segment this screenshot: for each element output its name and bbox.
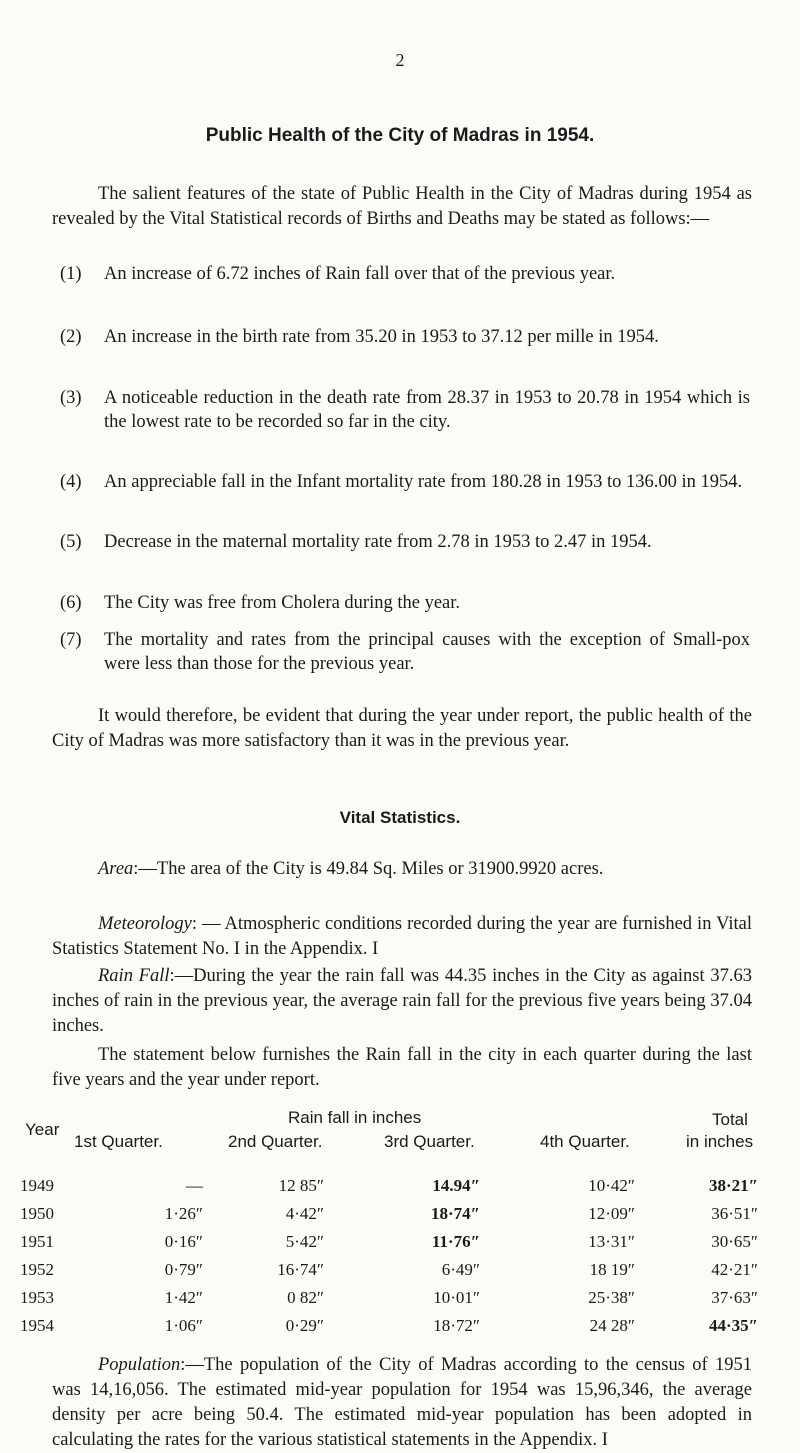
rainfall-paragraph [52, 964, 752, 1039]
q3-cell: 18·72″ [433, 1316, 480, 1335]
q2-cell: 12 85″ [278, 1176, 324, 1195]
year-cell: 1951 [20, 1232, 54, 1251]
table-row [20, 1288, 780, 1314]
q1-cell: 1·26″ [164, 1204, 203, 1223]
table-header-rainfall: Rain fall in inches [288, 1108, 422, 1127]
population-text: :—The population of the City of Madras according to the census of 1951 was 14,16,056. The estimated mid-year population for 1954 was 15,96,346, the average density per acre being 50.4. The estimated mid-year population has been adopted in calculating the rates for the various statistical statements in the Appendix. I [52, 1355, 752, 1450]
rainfall-text: :—During the year the rain fall was 44.35 inches in the City as against 37.63 inches of rain in the previous year, the average rain fall for the previous five years being 37.04 inches. [52, 966, 752, 1036]
table-header-q1: 1st Quarter. [74, 1132, 163, 1151]
population-label: Population [98, 1355, 181, 1375]
vital-statistics-heading: Vital Statistics. [339, 808, 461, 827]
statement-paragraph: The statement below furnishes the Rain fall in the city in each quarter during the last five years and the year under report. [52, 1045, 752, 1090]
conclusion-paragraph: It would therefore, be evident that during the year under report, the public health of the City of Madras was more satisfactory than it was in the previous year. [52, 706, 752, 751]
feature-number: (3) [60, 388, 82, 408]
feature-text: A noticeable reduction in the death rate from 28.37 in 1953 to 20.78 in 1954 which is the lowest rate to be recorded so far in the city. [104, 388, 750, 432]
q3-cell: 18·74″ [430, 1204, 480, 1223]
year-cell: 1953 [20, 1288, 54, 1307]
year-cell: 1954 [20, 1316, 54, 1335]
table-header-q3: 3rd Quarter. [384, 1132, 475, 1151]
year-cell: 1952 [20, 1260, 54, 1279]
total-cell: 37·63″ [711, 1288, 758, 1307]
q2-cell: 5·42″ [285, 1232, 324, 1251]
feature-item [60, 386, 750, 434]
q4-cell: 12·09″ [588, 1204, 635, 1223]
feature-text: The mortality and rates from the principal causes with the exception of Small-pox were less than those for the previous year. [104, 630, 750, 674]
total-cell: 44·35″ [708, 1316, 758, 1335]
table-header-q4: 4th Quarter. [540, 1132, 630, 1151]
q4-cell: 25·38″ [588, 1288, 635, 1307]
total-cell: 38·21″ [708, 1176, 758, 1195]
feature-item [60, 628, 750, 676]
table-header-q2: 2nd Quarter. [228, 1132, 323, 1151]
q1-cell: — [186, 1176, 203, 1195]
feature-number: (5) [60, 532, 82, 552]
area-paragraph [52, 857, 752, 882]
q3-cell: 11·76″ [431, 1232, 480, 1251]
intro-paragraph: The salient features of the state of Public Health in the City of Madras during 1954 as revealed by the Vital Statistical records of Births and Deaths may be stated as follows:— [52, 184, 752, 229]
q4-cell: 18 19″ [589, 1260, 635, 1279]
q4-cell: 24 28″ [589, 1316, 635, 1335]
q1-cell: 0·79″ [164, 1260, 203, 1279]
page-number: 2 [395, 50, 405, 70]
q3-cell: 14.94″ [432, 1176, 480, 1195]
year-cell: 1949 [20, 1176, 54, 1195]
page-title: Public Health of the City of Madras in 1954. [205, 125, 595, 146]
table-row [20, 1316, 780, 1342]
feature-text: An appreciable fall in the Infant mortality rate from 180.28 in 1953 to 136.00 in 1954. [104, 472, 743, 492]
q3-cell: 10·01″ [433, 1288, 480, 1307]
feature-number: (1) [60, 264, 82, 284]
feature-item [60, 470, 750, 494]
q2-cell: 0 82″ [287, 1288, 324, 1307]
table-row [20, 1232, 780, 1258]
area-text: :—The area of the City is 49.84 Sq. Miles or 31900.9920 acres. [133, 859, 604, 879]
feature-text: An increase in the birth rate from 35.20 in 1953 to 37.12 per mille in 1954. [104, 327, 659, 347]
feature-number: (2) [60, 327, 82, 347]
q4-cell: 10·42″ [588, 1176, 635, 1195]
q3-cell: 6·49″ [441, 1260, 480, 1279]
feature-item [60, 325, 750, 349]
table-row [20, 1204, 780, 1230]
feature-number: (6) [60, 593, 82, 613]
feature-item [60, 262, 750, 286]
table-header-total: Total [712, 1110, 748, 1129]
meteorology-paragraph [52, 912, 752, 962]
q1-cell: 1·06″ [164, 1316, 203, 1335]
q2-cell: 16·74″ [277, 1260, 324, 1279]
table-row [20, 1176, 780, 1202]
q1-cell: 1·42″ [164, 1288, 203, 1307]
total-cell: 30·65″ [711, 1232, 758, 1251]
q1-cell: 0·16″ [164, 1232, 203, 1251]
meteorology-label: Meteorology [98, 914, 192, 934]
feature-item [60, 530, 750, 554]
table-header-year: Year [25, 1120, 60, 1139]
table-row [20, 1260, 780, 1286]
area-label: Area [98, 859, 134, 879]
meteorology-text: : — Atmospheric conditions recorded during the year are furnished in Vital Statistics Statement No. I in the Appendix. I [52, 914, 752, 959]
q4-cell: 13·31″ [588, 1232, 635, 1251]
feature-text: An increase of 6.72 inches of Rain fall over that of the previous year. [104, 264, 616, 284]
rainfall-label: Rain Fall [98, 966, 170, 986]
feature-text: Decrease in the maternal mortality rate from 2.78 in 1953 to 2.47 in 1954. [104, 532, 652, 552]
q2-cell: 4·42″ [285, 1204, 324, 1223]
total-cell: 36·51″ [711, 1204, 758, 1223]
feature-number: (4) [60, 472, 82, 492]
feature-item [60, 591, 750, 615]
q2-cell: 0·29″ [285, 1316, 324, 1335]
table-header-total-units: in inches [686, 1132, 754, 1151]
total-cell: 42·21″ [711, 1260, 758, 1279]
population-paragraph [52, 1353, 752, 1453]
feature-text: The City was free from Cholera during the year. [104, 593, 461, 613]
feature-number: (7) [60, 630, 82, 650]
year-cell: 1950 [20, 1204, 54, 1223]
